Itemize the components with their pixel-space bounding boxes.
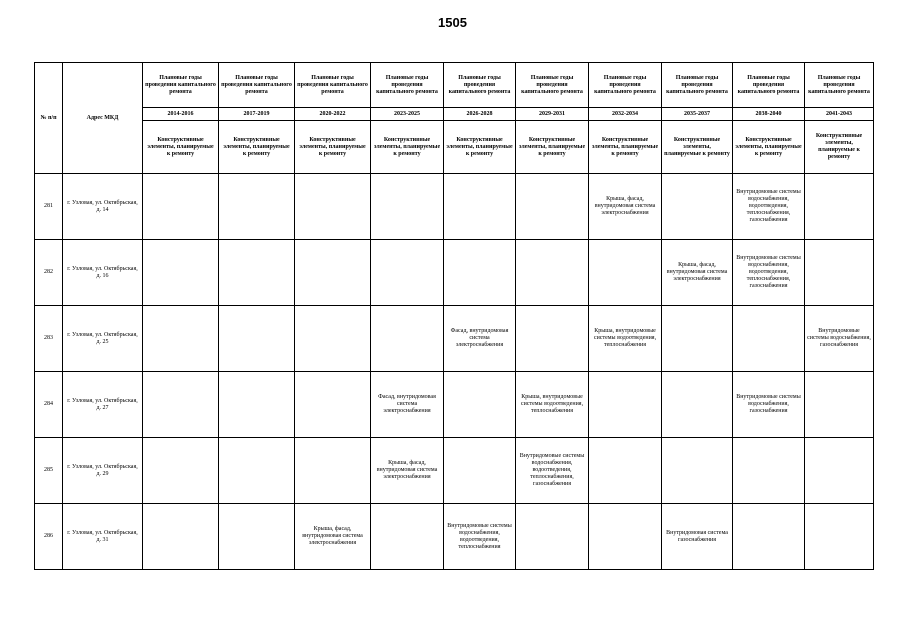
table-header	[35, 63, 874, 174]
capital-repair-table	[34, 62, 874, 570]
repair-work-cell: Внутридомовые системы водоснабжения, водоотведения, теплоснабжения, газоснабжения	[516, 438, 589, 504]
repair-work-cell	[371, 504, 444, 570]
header-period-label: Плановые годы проведения капитального ремонта	[516, 63, 589, 108]
row-number: 285	[35, 438, 63, 504]
repair-work-cell: Внутридомовая система газоснабжения	[662, 504, 733, 570]
header-elements: Конструктивные элементы, планируемые к ремонту	[805, 121, 874, 174]
header-elements: Конструктивные элементы, планируемые к ремонту	[143, 121, 219, 174]
table-body	[35, 174, 874, 570]
repair-work-cell	[805, 504, 874, 570]
repair-work-cell	[371, 174, 444, 240]
repair-work-cell	[805, 438, 874, 504]
header-period-label: Плановые годы проведения капитального ремонта	[143, 63, 219, 108]
repair-work-cell: Крыша, фасад, внутридомовая система электроснабжения	[295, 504, 371, 570]
table-row	[35, 306, 874, 372]
repair-work-cell	[444, 372, 516, 438]
repair-work-cell	[143, 372, 219, 438]
table-row	[35, 438, 874, 504]
header-years: 2032-2034	[589, 108, 662, 121]
repair-work-cell	[143, 240, 219, 306]
row-number: 283	[35, 306, 63, 372]
row-number: 286	[35, 504, 63, 570]
repair-work-cell	[805, 174, 874, 240]
row-number: 281	[35, 174, 63, 240]
repair-work-cell	[662, 174, 733, 240]
repair-work-cell	[219, 504, 295, 570]
header-elements: Конструктивные элементы, планируемые к ремонту	[444, 121, 516, 174]
header-period-label: Плановые годы проведения капитального ремонта	[371, 63, 444, 108]
repair-work-cell	[219, 174, 295, 240]
header-elements: Конструктивные элементы, планируемые к ремонту	[371, 121, 444, 174]
repair-work-cell	[516, 240, 589, 306]
repair-work-cell	[295, 240, 371, 306]
repair-work-cell: Внутридомовые системы водоснабжения, водоотведения, теплоснабжения	[444, 504, 516, 570]
repair-work-cell	[219, 438, 295, 504]
table-row	[35, 504, 874, 570]
header-elements: Конструктивные элементы, планируемые к ремонту	[295, 121, 371, 174]
page-number: 1505	[438, 15, 467, 30]
repair-work-cell	[805, 372, 874, 438]
header-years: 2014-2016	[143, 108, 219, 121]
repair-work-cell: Внутридомовые системы водоснабжения, газоснабжения	[733, 372, 805, 438]
header-address: Адрес МКД	[63, 63, 143, 174]
table-row	[35, 372, 874, 438]
repair-work-cell	[662, 438, 733, 504]
header-years: 2035-2037	[662, 108, 733, 121]
row-address: г. Узловая, ул. Октябрьская, д. 31	[63, 504, 143, 570]
repair-work-cell	[805, 240, 874, 306]
repair-work-cell	[516, 174, 589, 240]
repair-work-cell: Крыша, фасад, внутридомовая система электроснабжения	[589, 174, 662, 240]
header-period-label: Плановые годы проведения капитального ремонта	[589, 63, 662, 108]
repair-work-cell	[589, 504, 662, 570]
repair-work-cell	[143, 504, 219, 570]
header-years: 2041-2043	[805, 108, 874, 121]
repair-work-cell	[516, 504, 589, 570]
row-number: 282	[35, 240, 63, 306]
row-address: г. Узловая, ул. Октябрьская, д. 25	[63, 306, 143, 372]
repair-work-cell: Фасад, внутридомовая система электроснабжения	[371, 372, 444, 438]
header-period-label: Плановые годы проведения капитального ремонта	[805, 63, 874, 108]
repair-work-cell: Фасад, внутридомовая система электроснабжения	[444, 306, 516, 372]
header-elements: Конструктивные элементы, планируемые к ремонту	[662, 121, 733, 174]
header-elements: Конструктивные элементы, планируемые к ремонту	[219, 121, 295, 174]
repair-work-cell	[662, 306, 733, 372]
row-address: г. Узловая, ул. Октябрьская, д. 16	[63, 240, 143, 306]
header-years: 2023-2025	[371, 108, 444, 121]
header-period-label: Плановые годы проведения капитального ремонта	[444, 63, 516, 108]
repair-work-cell: Внутридомовые системы водоснабжения, водоотведения, теплоснабжения, газоснабжения	[733, 240, 805, 306]
header-elements: Конструктивные элементы, планируемые к ремонту	[516, 121, 589, 174]
repair-work-cell	[143, 174, 219, 240]
repair-work-cell	[219, 372, 295, 438]
repair-work-cell	[733, 438, 805, 504]
table-row	[35, 240, 874, 306]
repair-work-cell: Крыша, внутридомовые системы водоотведения, теплоснабжения	[589, 306, 662, 372]
header-years: 2029-2031	[516, 108, 589, 121]
repair-work-cell: Внутридомовые системы водоснабжения, газоснабжения	[805, 306, 874, 372]
row-address: г. Узловая, ул. Октябрьская, д. 27	[63, 372, 143, 438]
header-years: 2026-2028	[444, 108, 516, 121]
header-elements: Конструктивные элементы, планируемые к ремонту	[733, 121, 805, 174]
repair-work-cell: Крыша, фасад, внутридомовая система электроснабжения	[371, 438, 444, 504]
header-period-label: Плановые годы проведения капитального ремонта	[662, 63, 733, 108]
repair-work-cell	[733, 306, 805, 372]
header-period-label: Плановые годы проведения капитального ремонта	[295, 63, 371, 108]
repair-work-cell	[733, 504, 805, 570]
repair-work-cell	[444, 174, 516, 240]
repair-work-cell: Крыша, фасад, внутридомовая система электроснабжения	[662, 240, 733, 306]
row-address: г. Узловая, ул. Октябрьская, д. 14	[63, 174, 143, 240]
repair-work-cell: Крыша, внутридомовые системы водоотведения, теплоснабжения	[516, 372, 589, 438]
repair-work-cell	[219, 306, 295, 372]
header-num: № п/п	[35, 63, 63, 174]
table-row	[35, 174, 874, 240]
repair-work-cell	[589, 240, 662, 306]
repair-work-cell	[143, 306, 219, 372]
repair-work-cell	[444, 240, 516, 306]
header-years: 2020-2022	[295, 108, 371, 121]
repair-work-cell	[371, 240, 444, 306]
repair-work-cell	[295, 306, 371, 372]
repair-work-cell: Внутридомовые системы водоснабжения, водоотведения, теплоснабжения, газоснабжения	[733, 174, 805, 240]
header-years: 2038-2040	[733, 108, 805, 121]
repair-work-cell	[295, 174, 371, 240]
header-period-label: Плановые годы проведения капитального ремонта	[219, 63, 295, 108]
repair-work-cell	[589, 438, 662, 504]
header-elements: Конструктивные элементы, планируемые к ремонту	[589, 121, 662, 174]
repair-work-cell	[444, 438, 516, 504]
repair-work-cell	[516, 306, 589, 372]
repair-work-cell	[143, 438, 219, 504]
header-period-label: Плановые годы проведения капитального ремонта	[733, 63, 805, 108]
row-address: г. Узловая, ул. Октябрьская, д. 29	[63, 438, 143, 504]
repair-work-cell	[295, 372, 371, 438]
repair-work-cell	[662, 372, 733, 438]
row-number: 284	[35, 372, 63, 438]
repair-work-cell	[589, 372, 662, 438]
repair-work-cell	[371, 306, 444, 372]
repair-work-cell	[219, 240, 295, 306]
repair-work-cell	[295, 438, 371, 504]
header-years: 2017-2019	[219, 108, 295, 121]
